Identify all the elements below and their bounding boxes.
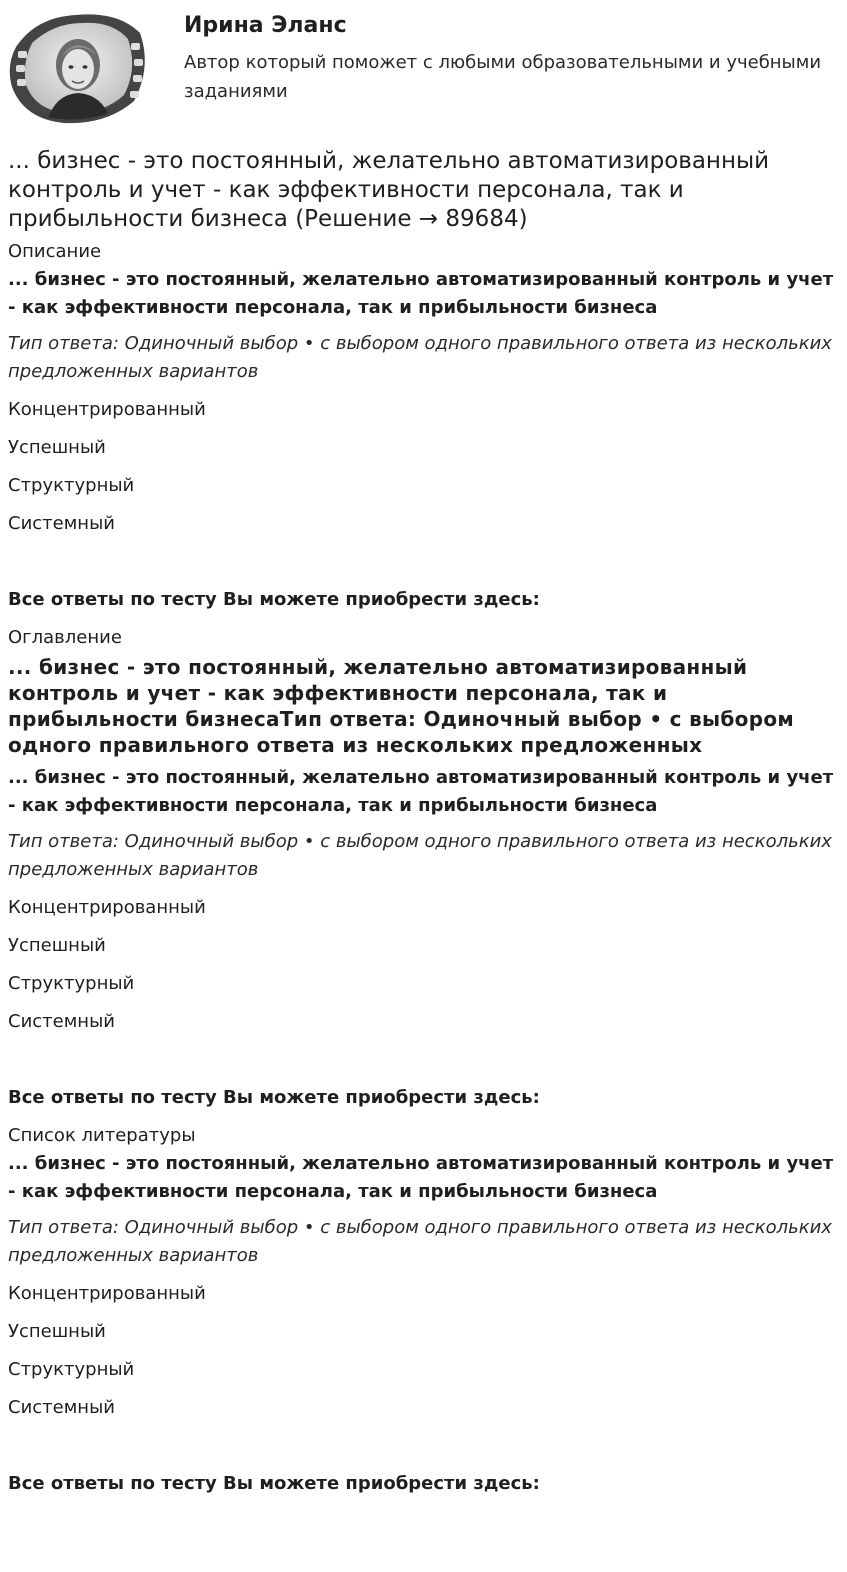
main-content: [8, 147, 838, 1508]
question-text: ... бизнес - это постоянный, желательно автоматизированный контроль и учет - как эффективности персонала, так и прибыльности бизнеса: [8, 269, 834, 318]
answer-option: Успешный: [8, 437, 106, 458]
literature-section: [8, 1122, 838, 1498]
author-name[interactable]: Ирина Эланс: [184, 13, 347, 38]
answer-option: Концентрированный: [8, 1283, 206, 1304]
buy-answers-text: Все ответы по тесту Вы можете приобрести здесь:: [8, 1473, 540, 1494]
toc-title: ... бизнес - это постоянный, желательно автоматизированный контроль и учет - как эффективности персонала, так и прибыльности бизнесаТип ответа: Одиночный выбор • с выбором одного правильного ответа из нескольких предложенных: [8, 655, 795, 757]
answer-option: Системный: [8, 513, 115, 534]
answer-option: Успешный: [8, 935, 106, 956]
answer-type: Тип ответа: Одиночный выбор • с выбором одного правильного ответа из нескольких предложенных вариантов: [8, 333, 832, 382]
answer-option: Концентрированный: [8, 399, 206, 420]
author-avatar[interactable]: [6, 7, 151, 127]
answer-option: Структурный: [8, 973, 135, 994]
answer-option: Структурный: [8, 1359, 135, 1380]
answer-option: Структурный: [8, 475, 135, 496]
description-section: [8, 238, 838, 614]
answer-option: Системный: [8, 1011, 115, 1032]
author-card: [0, 0, 847, 130]
question-text: ... бизнес - это постоянный, желательно автоматизированный контроль и учет - как эффективности персонала, так и прибыльности бизнеса: [8, 767, 834, 816]
author-description: Автор который поможет с любыми образовательными и учебными заданиями: [184, 52, 822, 102]
section-label-toc: Оглавление: [8, 627, 122, 648]
answer-type: Тип ответа: Одиночный выбор • с выбором одного правильного ответа из нескольких предложенных вариантов: [8, 831, 832, 880]
answer-option: Концентрированный: [8, 897, 206, 918]
page-title: ... бизнес - это постоянный, желательно автоматизированный контроль и учет - как эффективности персонала, так и прибыльности бизнеса (Решение → 89684): [8, 148, 770, 232]
section-label-description: Описание: [8, 241, 102, 262]
section-label-literature: Список литературы: [8, 1125, 196, 1146]
answer-type: Тип ответа: Одиночный выбор • с выбором одного правильного ответа из нескольких предложенных вариантов: [8, 1217, 832, 1266]
toc-section: [8, 624, 838, 1112]
buy-answers-text: Все ответы по тесту Вы можете приобрести здесь:: [8, 1087, 540, 1108]
answer-option: Успешный: [8, 1321, 106, 1342]
answer-option: Системный: [8, 1397, 115, 1418]
question-text: ... бизнес - это постоянный, желательно автоматизированный контроль и учет - как эффективности персонала, так и прибыльности бизнеса: [8, 1153, 834, 1202]
buy-answers-text: Все ответы по тесту Вы можете приобрести здесь:: [8, 589, 540, 610]
